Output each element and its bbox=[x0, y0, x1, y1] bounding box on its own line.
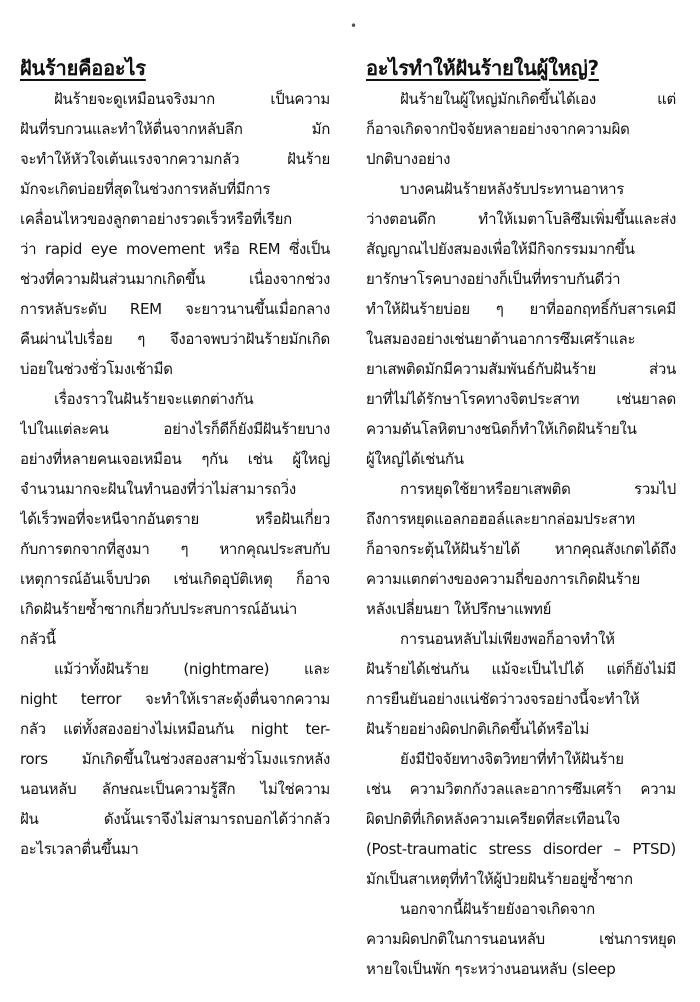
text-line: ฝันร้ายอย่างผิดปกติเกิดขึ้นได้หรือไม่ bbox=[366, 720, 590, 738]
text-line: ความแตกต่างของความถี่ของการเกิดฝันร้าย bbox=[366, 570, 640, 588]
text-line: ฝันร้ายในผู้ใหญ่มักเกิดขึ้นได้เอง แต่ bbox=[400, 90, 676, 108]
paragraph bbox=[366, 84, 676, 174]
text-line: อะไรเวลาตื่นขึ้นมา bbox=[20, 840, 139, 858]
text-line: ฝันร้ายจะดูเหมือนจริงมาก เป็นความ bbox=[54, 90, 330, 108]
page-corner-mark: • bbox=[350, 19, 358, 33]
text-line: เกิดฝันร้ายซ้ำซากเกี่ยวกับประสบการณ์อันน่า bbox=[20, 600, 298, 618]
text-line: rors มักเกิดขึ้นในช่วงสองสามชั่วโมงแรกหลัง bbox=[20, 750, 330, 768]
text-line: นอนหลับ ลักษณะเป็นความรู้สึก ไม่ใช่ความ bbox=[20, 780, 330, 798]
text-line: ในสมองอย่างเช่นยาต้านอาการซึมเศร้าและ bbox=[366, 330, 636, 348]
text-line: บ่อยในช่วงชั่วโมงเช้ามืด bbox=[20, 360, 173, 378]
text-line: แม้ว่าทั้งฝันร้าย (nightmare) และ bbox=[54, 660, 330, 678]
text-line: จำนวนมากจะฝันในทำนองที่ว่าไม่สามารถวิ่ง bbox=[20, 480, 296, 498]
text-line: ยังมีปัจจัยทางจิตวิทยาที่ทำให้ฝันร้าย bbox=[400, 750, 624, 768]
text-line: หลังเปลี่ยนยา ให้ปรึกษาแพทย์ bbox=[366, 600, 552, 618]
paragraph bbox=[366, 474, 676, 624]
left-column-heading: ฝันร้ายคืออะไร bbox=[20, 56, 146, 80]
text-line: นอกจากนี้ฝันร้ายยังอาจเกิดจาก bbox=[400, 900, 595, 918]
text-line: ยาที่ไม่ได้รักษาโรคทางจิตประสาท เช่นยาลด bbox=[366, 390, 676, 408]
text-line: ปกติบางอย่าง bbox=[366, 150, 451, 168]
left-column-body bbox=[20, 84, 330, 864]
text-line: ความดันโลหิตบางชนิดก็ทำให้เกิดฝันร้ายใน bbox=[366, 420, 637, 438]
right-column-heading: อะไรทำให้ฝันร้ายในผู้ใหญ่? bbox=[366, 56, 599, 80]
text-line: ฝันที่รบกวนและทำให้ตื่นจากหลับลึก มัก bbox=[20, 120, 330, 138]
text-line: ฝันร้ายได้เช่นกัน แม้จะเป็นไปได้ แต่ก็ยังไม่มี bbox=[366, 660, 676, 678]
text-line: การยืนยันอย่างแน่ชัดว่าวงจรอย่างนี้จะทำให้ bbox=[366, 690, 640, 708]
text-line: ทำให้ฝันร้ายบ่อย ๆ ยาที่ออกฤทธิ์กับสารเคมี bbox=[366, 300, 676, 318]
text-line: กลัว แต่ทั้งสองอย่างไม่เหมือนกัน night ter- bbox=[20, 720, 330, 738]
text-line: เหตุการณ์อันเจ็บปวด เช่นเกิดอุบัติเหตุ ก็อาจ bbox=[20, 570, 330, 588]
paragraph bbox=[20, 84, 330, 384]
left-column bbox=[20, 54, 330, 864]
text-line: (Post-traumatic stress disorder – PTSD) bbox=[366, 840, 676, 858]
text-line: มักเป็นสาเหตุที่ทำให้ผู้ป่วยฝันร้ายอยู่ซ้ำซาก bbox=[366, 870, 633, 888]
text-line: ไปในแต่ละคน อย่างไรก็ดีก็ยังมีฝันร้ายบาง bbox=[20, 420, 330, 438]
text-line: มักจะเกิดบ่อยที่สุดในช่วงการหลับที่มีการ bbox=[20, 180, 271, 198]
text-line: คืนผ่านไปเรื่อย ๆ จึงอาจพบว่าฝันร้ายมักเกิด bbox=[20, 330, 330, 348]
text-line: ว่างตอนดึก ทำให้เมตาโบลิซึมเพิ่มขึ้นและส่ง bbox=[366, 210, 676, 228]
text-line: ช่วงที่ความฝันส่วนมากเกิดขึ้น เนื่องจากช่วง bbox=[20, 270, 330, 288]
paragraph bbox=[20, 384, 330, 654]
text-line: night terror จะทำให้เราสะดุ้งตื่นจากความ bbox=[20, 690, 330, 708]
text-line: ผิดปกติที่เกิดหลังความเครียดที่สะเทือนใจ bbox=[366, 810, 621, 828]
text-line: ความผิดปกติในการนอนหลับ เช่นการหยุด bbox=[366, 930, 676, 948]
text-line: การหยุดใช้ยาหรือยาเสพติด รวมไป bbox=[400, 480, 676, 498]
text-line: ยารักษาโรคบางอย่างก็เป็นที่ทราบกันดีว่า bbox=[366, 270, 621, 288]
text-line: อย่างที่หลายคนเจอเหมือน ๆกัน เช่น ผู้ใหญ่ bbox=[20, 450, 330, 468]
text-line: จะทำให้หัวใจเต้นแรงจากความกลัว ฝันร้าย bbox=[20, 150, 330, 168]
text-line: หายใจเป็นพัก ๆระหว่างนอนหลับ (sleep bbox=[366, 960, 616, 978]
right-column-body bbox=[366, 84, 676, 984]
text-line: กับการตกจากที่สูงมา ๆ หากคุณประสบกับ bbox=[20, 540, 330, 558]
text-line: เช่น ความวิตกกังวลและอาการซึมเศร้า ความ bbox=[366, 780, 676, 798]
text-line: ได้เร็วพอที่จะหนีจากอันตราย หรือฝันเกี่ยว bbox=[20, 510, 330, 528]
text-line: ก็อาจเกิดจากปัจจัยหลายอย่างจากความผิด bbox=[366, 120, 630, 138]
paragraph bbox=[366, 894, 676, 984]
right-column bbox=[366, 54, 676, 984]
paragraph bbox=[366, 174, 676, 474]
text-line: การนอนหลับไม่เพียงพอก็อาจทำให้ bbox=[400, 630, 615, 648]
text-line: บางคนฝันร้ายหลังรับประทานอาหาร bbox=[400, 180, 625, 198]
text-line: การหลับระดับ REM จะยาวนานขึ้นเมื่อกลาง bbox=[20, 300, 330, 318]
text-line: เคลื่อนไหวของลูกตาอย่างรวดเร็วหรือที่เรียก bbox=[20, 210, 292, 228]
text-line: ผู้ใหญ่ได้เช่นกัน bbox=[366, 450, 464, 468]
text-line: ก็อาจกระตุ้นให้ฝันร้ายได้ หากคุณสังเกตได้ถึง bbox=[366, 540, 676, 558]
text-line: เรื่องราวในฝันร้ายจะแตกต่างกัน bbox=[54, 390, 254, 408]
paragraph bbox=[20, 654, 330, 864]
text-line: ยาเสพติดมักมีความสัมพันธ์กับฝันร้าย ส่วน bbox=[366, 360, 676, 378]
text-line: ฝัน ดังนั้นเราจึงไม่สามารถบอกได้ว่ากลัว bbox=[20, 810, 330, 828]
text-line: ว่า rapid eye movement หรือ REM ซึ่งเป็น bbox=[20, 240, 330, 258]
paragraph bbox=[366, 624, 676, 744]
text-line: สัญญาณไปยังสมองเพื่อให้มีกิจกรรมมากขึ้น bbox=[366, 240, 635, 258]
text-line: ถึงการหยุดแอลกอฮอล์และยากล่อมประสาท bbox=[366, 510, 635, 528]
paragraph bbox=[366, 744, 676, 894]
text-line: กลัวนี้ bbox=[20, 630, 56, 648]
